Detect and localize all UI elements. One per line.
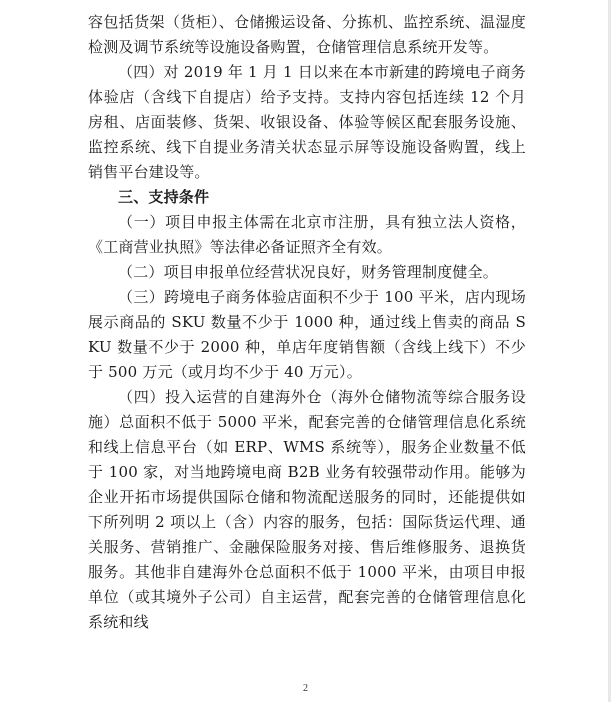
paragraph-item-4-experience-store: （四）对 2019 年 1 月 1 日以来在本市新建的跨境电子商务体验店（含线下自提店）给予支持。支持内容包括连续 12 个月房租、店面装修、货架、收银设备、体验等候区配套服务设施、监控系统、线下自提业务清关状态显示屏等设施设备购置，线上销售平台建设等。 bbox=[88, 63, 526, 181]
condition-item-1: （一）项目申报主体需在北京市注册，具有独立法人资格，《工商营业执照》等法律必备证照齐全有效。 bbox=[88, 213, 526, 256]
section-heading-support-conditions: 三、支持条件 bbox=[118, 188, 210, 206]
page-number: 2 bbox=[303, 683, 308, 694]
paragraph-continuation: 容包括货架（货柜）、仓储搬运设备、分拣机、监控系统、温湿度检测及调节系统等设施设备购置，仓储管理信息系统开发等。 bbox=[88, 13, 526, 56]
document-body bbox=[88, 10, 526, 635]
condition-item-3: （三）跨境电子商务体验店面积不少于 100 平米，店内现场展示商品的 SKU 数量不少于 1000 种，通过线上售卖的商品 SKU 数量不少于 2000 种，单店年度销售额（含线上线下）不少于 500 万元（或月均不少于 40 万元）。 bbox=[88, 288, 526, 381]
condition-item-2: （二）项目申报单位经营状况良好，财务管理制度健全。 bbox=[118, 263, 499, 281]
condition-item-4: （四）投入运营的自建海外仓（海外仓储物流等综合服务设施）总面积不低于 5000 平米，配套完善的仓储管理信息化系统和线上信息平台（如 ERP、WMS 系统等），服务企业数量不低于 100 家，对当地跨境电商 B2B 业务有较强带动作用。能够为企业开拓市场提供国际仓储和物流配送服务的同时，还能提供如下所列明 2 项以上（含）内容的服务，包括：国际货运代理、通关服务、营销推广、金融保险服务对接、售后维修服务、退换货服务。其他非自建海外仓总面积不低于 1000 平米，由项目申报单位（或其境外子公司）自主运营，配套完善的仓储管理信息化系统和线 bbox=[88, 388, 526, 631]
